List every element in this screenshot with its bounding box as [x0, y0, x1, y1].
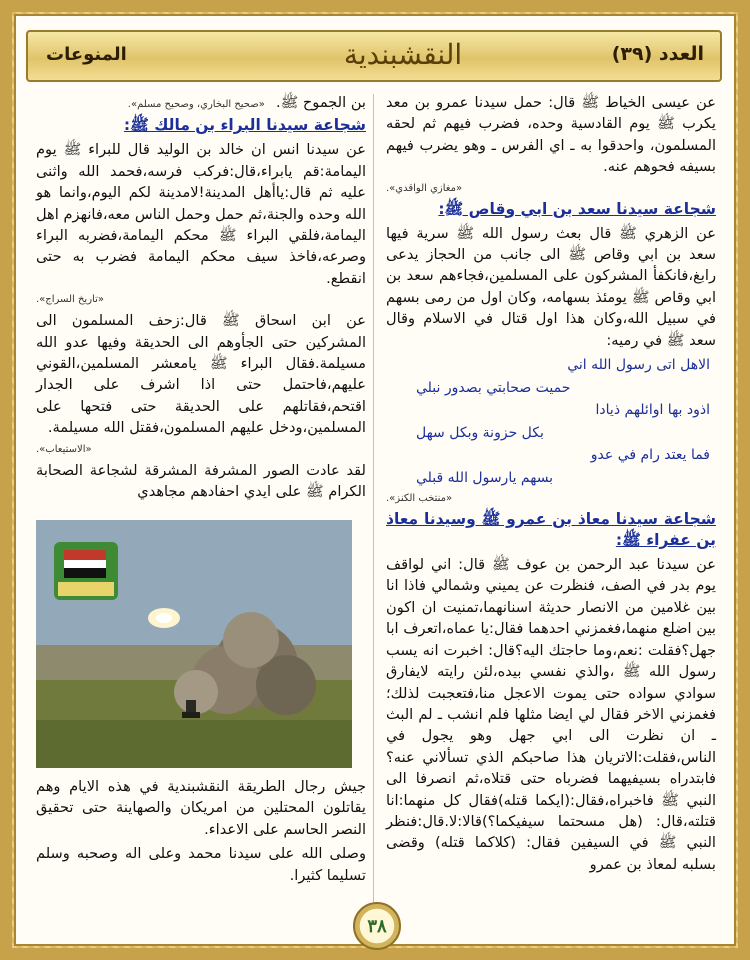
section-name: المنوعات — [46, 44, 127, 65]
source-citation: «تاريخ السراج». — [36, 294, 104, 306]
poem-line: بكل حزونة وبكل سهل — [416, 424, 544, 441]
page-number-badge: ٣٨ — [353, 902, 401, 950]
poem-line: اذود بها اوائلهم ذيادا — [595, 402, 710, 419]
paragraph: جيش رجال الطريقة النقشبندية في هذه الايام وهم يقاتلون المحتلين من امريكان والصهاينة حتى تحقيق النصر الحاسم على الاعداء. — [36, 778, 366, 838]
right-column — [386, 92, 716, 878]
paragraph: وصلى الله على سيدنا محمد وعلى اله وصحبه وسلم تسليما كثيرا. — [36, 845, 366, 884]
section-heading: شجاعة سيدنا معاذ بن عمرو ﷺ وسيدنا معاذ بن عفراء ﷺ: — [386, 510, 716, 550]
issue-number: العدد (٣٩) — [611, 43, 704, 65]
paragraph: عن الزهري ﷺ قال بعث رسول الله ﷺ سرية فيها سعد بن ابي وقاص ﷺ الى جانب من الحجاز يدعى رابغ،فانكفأ المشركون على المسلمين،فجاءهم سعد بن ابي وقاص ﷺ يومئذ بسهامه، وكان اول من رمى بسهم في سبيل الله،وكان هذا اول قتال في الاسلام وقال سعد ﷺ في رميه: — [386, 224, 716, 349]
left-column-bottom — [36, 776, 366, 889]
section-heading: شجاعة سيدنا سعد بن ابي وقاص ﷺ: — [438, 199, 716, 218]
source-citation: «منتخب الكنز». — [386, 493, 453, 505]
magazine-title: النقشبندية — [343, 38, 463, 71]
source-citation: «الاستيعاب». — [36, 443, 92, 455]
paragraph: عن سيدنا عبد الرحمن بن عوف ﷺ قال: اني لواقف يوم بدر في الصف، فنظرت عن يميني وشمالي فاذا انا بين غلامين من الانصار حديثة اسنانهما،تمنيت ان اكون بين اضلع منهما،فغمزني احدهما فقال:يا عماه،اتعرف ابا جهل؟فقلت :نعم،وما حاجتك اليه؟قال: اخبرت انه يسب رسول الله ﷺ ،والذي نفسي بيده،لئن رايته لايفارق سوادي سواده حتى يموت الاعجل منا،فتعجبت لذلك؛فغمزني الاخر فقال لي ايضا مثلها فلم انشب ـ لم البث ـ ان نظرت الى ابي جهل وهو يجول في الناس،فقلت:الاتريان هذا صاحبكم الذي تسألاني عنه؟فابتدراه بسيفيهما فضرباه حتى قتلاه،ثم انصرفا الى النبي ﷺ فاخبراه،فقال:(ايكما قتله)فقال كل منهما:انا قتلته،قال: (هل مسحتما سيفيكما؟)قالا:لا.قال:فنظر النبي ﷺ في السيفين فقال: (كلاكما قتله) وقضى بسلبه لمعاذ بن عمرو — [386, 556, 716, 873]
paragraph: لقد عادت الصور المشرفة المشرقة لشجاعة الصحابة الكرام ﷺ على ايدي احفادهم مجاهدي — [36, 461, 366, 501]
section-heading: شجاعة سيدنا البراء بن مالك ﷺ: — [123, 116, 366, 135]
paragraph: بن الجموح ﷺ. — [275, 94, 366, 111]
paragraph: عن عيسى الخياط ﷺ قال: حمل سيدنا عمرو بن معد يكرب ﷺ يوم القادسية وحده، فضرب فيهم ثم لحقه المسلمون، واحدقوا به ـ اي الفرس ـ وهو يضرب فيهم بسيفه فحوهم عنه. — [386, 94, 716, 176]
source-citation: «مغازي الواقدي». — [386, 182, 463, 194]
poem — [386, 354, 716, 489]
source-citation: «صحيح البخاري، وصحيح مسلم». — [127, 99, 265, 110]
poem-line: حميت صحابتي بصدور نبلي — [416, 379, 571, 396]
poem-line: بسهم يارسول الله قبلي — [416, 469, 554, 486]
left-column — [36, 92, 366, 506]
poem-line: الاهل اتى رسول الله اني — [567, 357, 710, 374]
paragraph: عن ابن اسحاق ﷺ قال:زحف المسلمون الى المشركين حتى الجأوهم الى الحديقة وفيها عدو الله مسيلمة.فقال البراء ﷺ يامعشر المسلمين،القوني عليهم،فاحتمل حتى اذا اشرف على الجدار اقتحم،فقاتلهم على الحديقة حتى فتحها على المسلمين،ودخل عليهم المسلمون،فقتل الله مسيلمة. — [36, 312, 366, 437]
paragraph: عن سيدنا انس ان خالد بن الوليد قال للبراء ﷺ يوم اليمامة:قم يابراء،قال:فركب فرسه،فحمد الله واثنى عليه ثم قال:ياأهل المدينة!لامدينة لكم اليوم،وانما هو الله وحده والجنة،ثم حمل وحمل الناس معه،فانهزم اهل اليمامة،فلقي البراء ﷺ محكم اليمامة،فضربه البراء وصرعه،فاخذ سيف محكم اليمامة فضرب به حتى انقطع. — [36, 141, 366, 287]
rocket-launch-photo — [36, 520, 352, 768]
column-divider — [373, 94, 374, 914]
page-header — [26, 30, 722, 82]
poem-line: فما يعتد رام في عدو — [590, 447, 710, 464]
